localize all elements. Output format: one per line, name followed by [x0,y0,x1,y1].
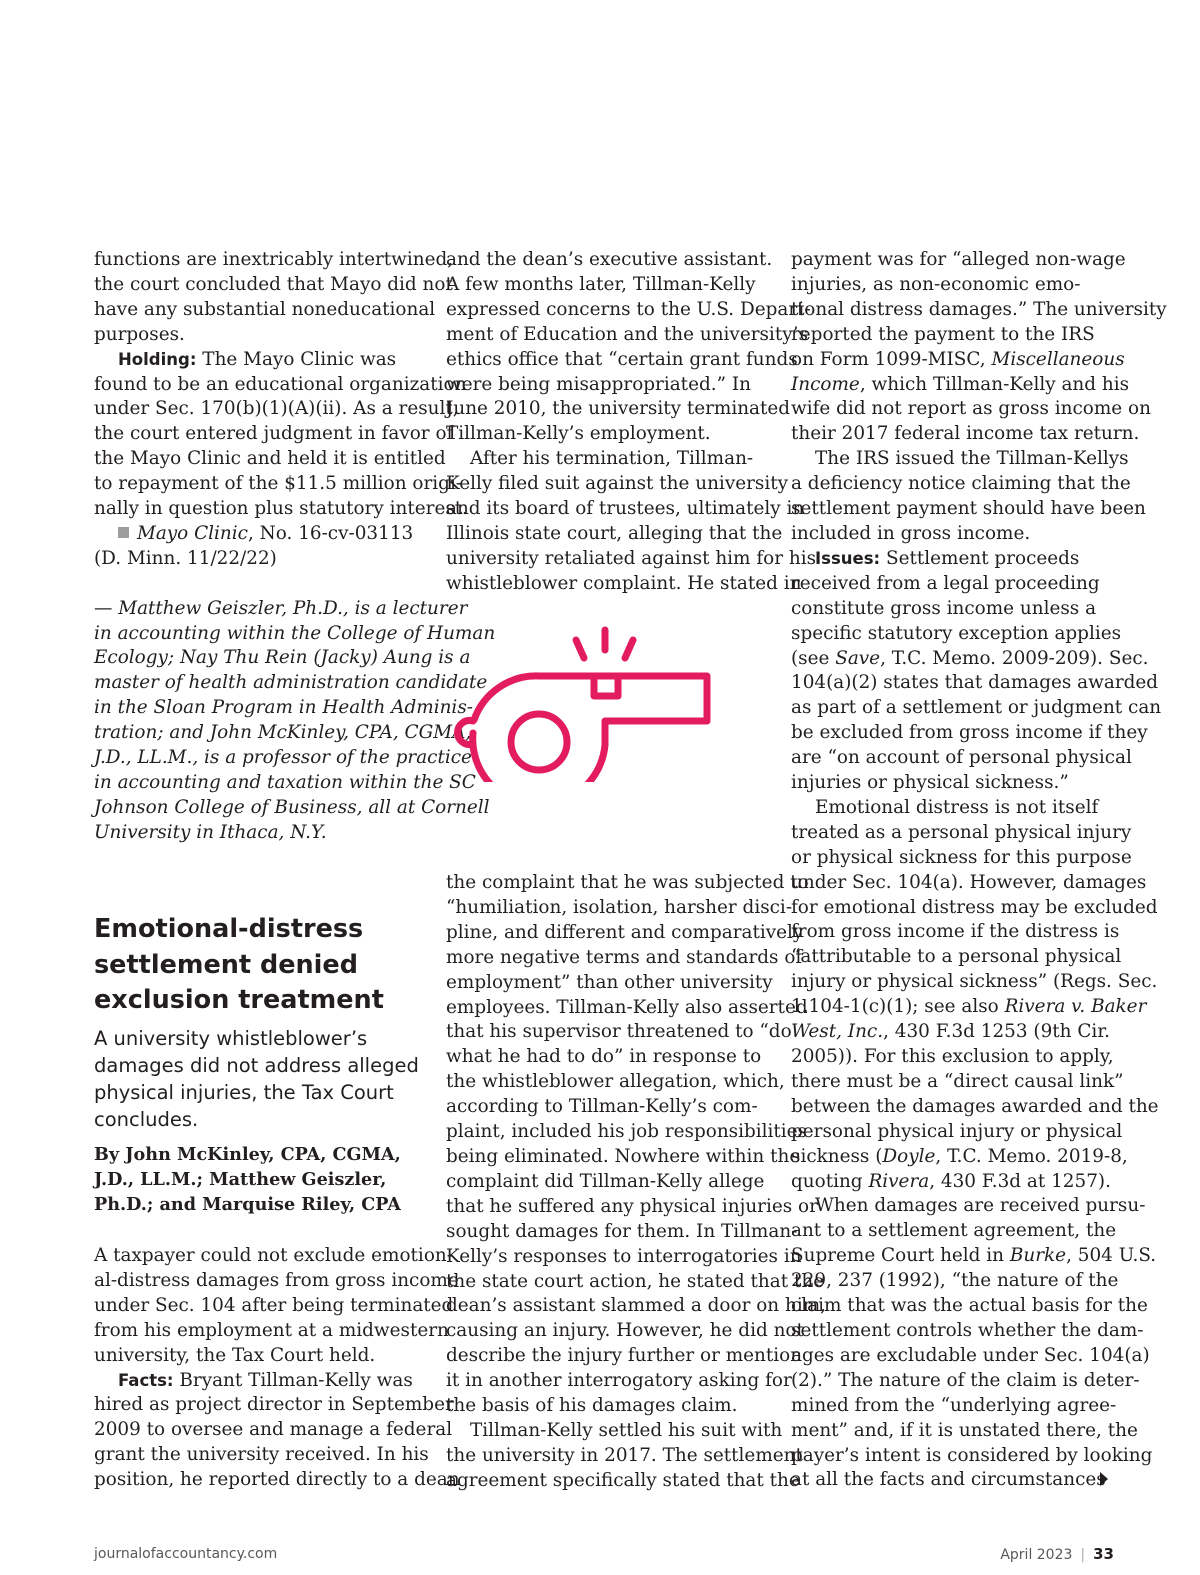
column-1 [94,248,495,846]
sound-line-left [576,640,584,658]
page-number: 33 [1093,1545,1114,1563]
article-deck: A university whistleblower’s damages did not address alleged physical injuries, the Tax Court concludes. [94,1027,419,1131]
column-3 [791,248,1167,1493]
column-2-top [446,248,816,597]
sound-line-right [625,640,633,658]
facts-label: Facts: [118,1370,174,1390]
paragraph: When damages are received pursu- ant to a settlement agreement, the Supreme Court held in Burke, 504 U.S. 229, 237 (1992), “the nature of the claim that was the actual basis for the settlement controls whether the dam- ages are excludable under Sec. 104(a) (2).” The nature of the claim is deter- mined from the “underlying agree- ment” and, if it is unstated there, the payer’s intent is considered by looking at all the facts and circumstances [791,1195,1157,1491]
paragraph-continued: and the dean’s executive assistant. A few months later, Tillman-Kelly expressed concerns to the U.S. Depart- ment of Education and the university’s ethics office that “certain grant funds were being misappropriated.” In June 2010, the university terminated Tillman-Kelly’s employment. [446,249,811,445]
issues-paragraph: Issues: Settlement proceeds received from a legal proceeding constitute gross income unless a specific statutory exception applies (see Save, T.C. Memo. 2009-209). Sec. 104(a)(2) states that damages awarded as part of a settlement or judgment can be excluded from gross income if they are “on account of personal physical injuries or physical sickness.” [791,547,1162,794]
footer-site: journalofaccountancy.com [94,1546,278,1562]
whistle-slot [594,676,618,696]
whistle-inner-ring [511,714,567,770]
article-headline: Emotional-distress settlement denied exclusion treatment [94,914,384,1015]
footer-separator: | [1080,1547,1086,1563]
intro-paragraph: A taxpayer could not exclude emotion- al-distress damages from gross income under Sec. 104 after being terminated from his employment at a midwestern university, the Tax Court held. [94,1245,459,1366]
facts-paragraph: Facts: Bryant Tillman-Kelly was hired as project director in September 2009 to oversee and manage a federal grant the university received. In his position, he reported directly to a dean [94,1369,460,1491]
paragraph: The IRS issued the Tillman-Kellys a deficiency notice claiming that the settlement payment should have been included in gross income. [791,448,1146,544]
paragraph: After his termination, Tillman- Kelly filed suit against the university and its board of trustees, ultimately in Illinois state court, alleging that the university retaliated against him for his whistleblower complaint. He stated in [446,448,817,594]
paragraph: Tillman-Kelly settled his suit with the university in 2017. The settlement agreement specifically stated that the [446,1419,803,1491]
paragraph-continued: the complaint that he was subjected to “humiliation, isolation, harsher disci- pline, and different and comparatively more negative terms and standards of employment” than other university employees. Tillman-Kelly also asserted that his supervisor threatened to “do what he had to do” in response to the whistleblower allegation, which, according to Tillman-Kelly’s com- plaint, included his job responsibilities being eliminated. Nowhere within the complaint did Tillman-Kelly allege that he suffered any physical injuries or sought damages for them. In Tillman- Kelly’s responses to interrogatories in the state court action, he stated that the dean’s assistant slammed a door on him, causing an injury. However, he did not describe the injury further or mention it in another interrogatory asking for the basis of his damages claim. [446,872,826,1417]
article-byline: By John McKinley, CPA, CGMA, J.D., LL.M.; Matthew Geiszler, Ph.D.; and Marquise Riley, CPA [94,1144,401,1215]
case-citation: Mayo Clinic, No. 16-cv-03113 (D. Minn. 11/22/22) [94,522,414,569]
author-bio: — Matthew Geiszler, Ph.D., is a lecturer in accounting within the College of Human Ecology; Nay Thu Rein (Jacky) Aung is a master of health administration candidate in the Sloan Program in Health Adminis- tration; and John McKinley, CPA, CGMA, J.D., LL.M., is a professor of the practice in accounting and taxation within the SC Johnson College of Business, all at Cornell University in Ithaca, N.Y. [94,597,496,843]
holding-paragraph: Holding: The Mayo Clinic was found to be an educational organization under Sec. 170(b)(1)(A)(ii). As a result, the court entered judgment in favor of the Mayo Clinic and held it is entitled to repayment of the $11.5 million origi- nally in question plus statutory interest. [94,348,468,520]
holding-label: Holding: [118,349,197,369]
whistle-body [473,676,707,782]
footer-issue-page [1000,1545,1114,1563]
article-intro [94,1244,460,1493]
issues-label: Issues: [815,548,881,568]
paragraph-continued: functions are inextricably intertwined, the court concluded that Mayo did not have any substantial noneducational purposes. [94,249,454,345]
column-2-bottom [446,871,826,1494]
paragraph-continued: payment was for “alleged non-wage injuries, as non-economic emo- tional distress damages.” The university reported the payment to the IRS on Form 1099-MISC, Miscellaneous Income, which Tillman-Kelly and his wife did not report as gross income on their 2017 federal income tax return. [791,249,1167,445]
square-bullet-icon [118,527,129,538]
paragraph: Emotional distress is not itself treated as a personal physical injury or physical sickness for this purpose under Sec. 104(a). However, damages for emotional distress may be excluded from gross income if the distress is “attributable to a personal physical injury or physical sickness” (Regs. Sec. 1.104-1(c)(1); see also Rivera v. Baker West, Inc., 430 F.3d 1253 (9th Cir. 2005)). For this exclusion to apply, there must be a “direct causal link” between the damages awarded and the personal physical injury or physical sickness (Doyle, T.C. Memo. 2019-8, quoting Rivera, 430 F.3d at 1257). [791,796,1159,1192]
whistle-icon [444,622,714,782]
footer-issue: April 2023 [1000,1547,1073,1563]
continue-arrow-icon [1100,1472,1108,1486]
